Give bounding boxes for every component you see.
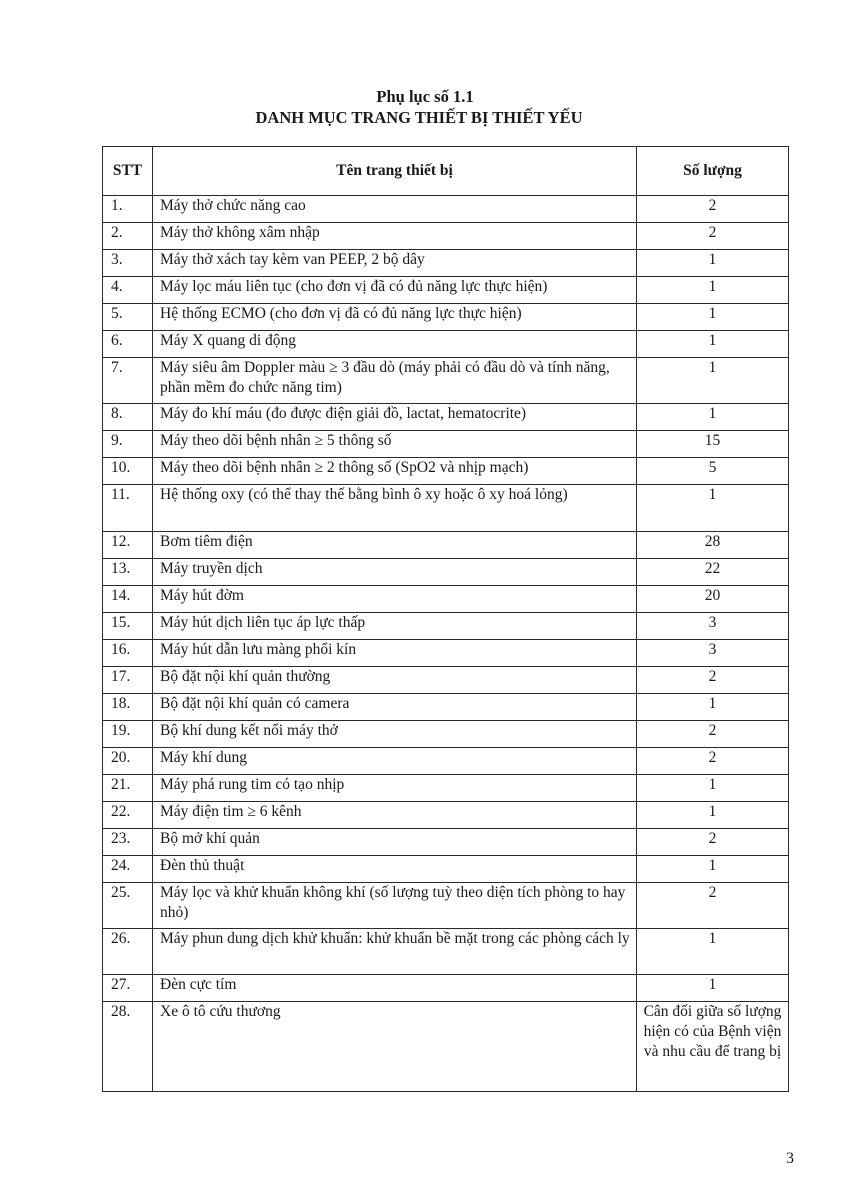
equipment-quantity: 20	[637, 586, 789, 613]
table-row	[103, 1002, 789, 1092]
page-number: 3	[786, 1150, 794, 1167]
equipment-quantity: 1	[637, 358, 789, 404]
equipment-name: Máy lọc máu liên tục (cho đơn vị đã có đủ năng lực thực hiện)	[153, 277, 637, 304]
row-number: 15.	[103, 613, 153, 640]
table-row	[103, 640, 789, 667]
row-number: 5.	[103, 304, 153, 331]
table-row	[103, 196, 789, 223]
equipment-name: Hệ thống oxy (có thể thay thế bằng bình ô xy hoặc ô xy hoá lỏng)	[153, 485, 637, 532]
equipment-name: Máy lọc và khử khuẩn không khí (số lượng tuỳ theo diện tích phòng to hay nhỏ)	[153, 883, 637, 929]
table-row	[103, 856, 789, 883]
table-row	[103, 586, 789, 613]
table-row	[103, 532, 789, 559]
equipment-name: Máy thở không xâm nhập	[153, 223, 637, 250]
row-number: 16.	[103, 640, 153, 667]
equipment-name: Bộ đặt nội khí quản có camera	[153, 694, 637, 721]
table-row	[103, 431, 789, 458]
equipment-name: Máy khí dung	[153, 748, 637, 775]
equipment-quantity: 28	[637, 532, 789, 559]
equipment-quantity: 15	[637, 431, 789, 458]
row-number: 19.	[103, 721, 153, 748]
equipment-name: Hệ thống ECMO (cho đơn vị đã có đủ năng lực thực hiện)	[153, 304, 637, 331]
equipment-name: Máy theo dõi bệnh nhân ≥ 5 thông số	[153, 431, 637, 458]
equipment-name: Bơm tiêm điện	[153, 532, 637, 559]
column-header-stt: STT	[103, 147, 153, 196]
row-number: 25.	[103, 883, 153, 929]
equipment-name: Bộ khí dung kết nối máy thở	[153, 721, 637, 748]
row-number: 6.	[103, 331, 153, 358]
row-number: 22.	[103, 802, 153, 829]
equipment-quantity: 2	[637, 829, 789, 856]
equipment-quantity: 3	[637, 640, 789, 667]
equipment-name: Máy X quang di động	[153, 331, 637, 358]
equipment-quantity: 2	[637, 667, 789, 694]
row-number: 27.	[103, 975, 153, 1002]
table-row	[103, 975, 789, 1002]
equipment-quantity: 2	[637, 721, 789, 748]
equipment-quantity: 1	[637, 975, 789, 1002]
equipment-quantity: 2	[637, 196, 789, 223]
table-row	[103, 458, 789, 485]
table-row	[103, 485, 789, 532]
table-row	[103, 775, 789, 802]
row-number: 28.	[103, 1002, 153, 1092]
equipment-quantity: 1	[637, 250, 789, 277]
equipment-name: Máy phá rung tim có tạo nhịp	[153, 775, 637, 802]
equipment-quantity: 1	[637, 404, 789, 431]
equipment-name: Bộ mở khí quản	[153, 829, 637, 856]
equipment-name: Máy siêu âm Doppler màu ≥ 3 đầu dò (máy phải có đầu dò và tính năng, phần mềm đo chức năng tim)	[153, 358, 637, 404]
equipment-name: Máy hút dịch liên tục áp lực thấp	[153, 613, 637, 640]
row-number: 12.	[103, 532, 153, 559]
row-number: 26.	[103, 929, 153, 975]
table-row	[103, 721, 789, 748]
equipment-quantity: 1	[637, 694, 789, 721]
table-row	[103, 613, 789, 640]
table-row	[103, 559, 789, 586]
table-row	[103, 667, 789, 694]
row-number: 23.	[103, 829, 153, 856]
equipment-quantity: 1	[637, 802, 789, 829]
equipment-quantity: 2	[637, 883, 789, 929]
column-header-qty: Số lượng	[637, 147, 789, 196]
row-number: 10.	[103, 458, 153, 485]
row-number: 9.	[103, 431, 153, 458]
page-header	[0, 86, 850, 128]
table-header-row	[103, 147, 789, 196]
equipment-name: Máy truyền dịch	[153, 559, 637, 586]
row-number: 24.	[103, 856, 153, 883]
table-row	[103, 748, 789, 775]
row-number: 2.	[103, 223, 153, 250]
column-header-name: Tên trang thiết bị	[153, 147, 637, 196]
equipment-quantity: 22	[637, 559, 789, 586]
row-number: 17.	[103, 667, 153, 694]
equipment-quantity: Cân đối giữa số lượng hiện có của Bệnh viện và nhu cầu để trang bị	[637, 1002, 789, 1092]
equipment-quantity: 1	[637, 485, 789, 532]
equipment-quantity: 1	[637, 277, 789, 304]
equipment-quantity: 5	[637, 458, 789, 485]
table-row	[103, 829, 789, 856]
row-number: 4.	[103, 277, 153, 304]
equipment-name: Máy hút dẫn lưu màng phổi kín	[153, 640, 637, 667]
row-number: 8.	[103, 404, 153, 431]
row-number: 18.	[103, 694, 153, 721]
equipment-name: Máy phun dung dịch khử khuẩn: khử khuẩn bề mặt trong các phòng cách ly	[153, 929, 637, 975]
table-row	[103, 802, 789, 829]
equipment-name: Máy theo dõi bệnh nhân ≥ 2 thông số (SpO2 và nhịp mạch)	[153, 458, 637, 485]
equipment-name: Máy đo khí máu (đo được điện giải đồ, lactat, hematocrite)	[153, 404, 637, 431]
equipment-name: Máy hút đờm	[153, 586, 637, 613]
equipment-quantity: 1	[637, 331, 789, 358]
page-title: DANH MỤC TRANG THIẾT BỊ THIẾT YẾU	[255, 108, 583, 127]
table-row	[103, 694, 789, 721]
table-row	[103, 223, 789, 250]
row-number: 11.	[103, 485, 153, 532]
table-row	[103, 929, 789, 975]
equipment-name: Đèn cực tím	[153, 975, 637, 1002]
equipment-table-body	[103, 196, 789, 1092]
equipment-quantity: 1	[637, 856, 789, 883]
row-number: 20.	[103, 748, 153, 775]
table-row	[103, 331, 789, 358]
table-row	[103, 250, 789, 277]
equipment-quantity: 1	[637, 929, 789, 975]
table-row	[103, 404, 789, 431]
equipment-name: Đèn thủ thuật	[153, 856, 637, 883]
equipment-name: Xe ô tô cứu thương	[153, 1002, 637, 1092]
row-number: 1.	[103, 196, 153, 223]
row-number: 3.	[103, 250, 153, 277]
equipment-table	[102, 146, 789, 1092]
equipment-name: Máy thở xách tay kèm van PEEP, 2 bộ dây	[153, 250, 637, 277]
equipment-quantity: 2	[637, 748, 789, 775]
row-number: 21.	[103, 775, 153, 802]
equipment-name: Bộ đặt nội khí quản thường	[153, 667, 637, 694]
table-row	[103, 358, 789, 404]
equipment-name: Máy thở chức năng cao	[153, 196, 637, 223]
equipment-quantity: 1	[637, 304, 789, 331]
row-number: 14.	[103, 586, 153, 613]
row-number: 7.	[103, 358, 153, 404]
equipment-quantity: 3	[637, 613, 789, 640]
appendix-label: Phụ lục số 1.1	[376, 87, 474, 106]
equipment-quantity: 1	[637, 775, 789, 802]
equipment-name: Máy điện tim ≥ 6 kênh	[153, 802, 637, 829]
table-row	[103, 883, 789, 929]
row-number: 13.	[103, 559, 153, 586]
table-row	[103, 277, 789, 304]
table-row	[103, 304, 789, 331]
equipment-quantity: 2	[637, 223, 789, 250]
